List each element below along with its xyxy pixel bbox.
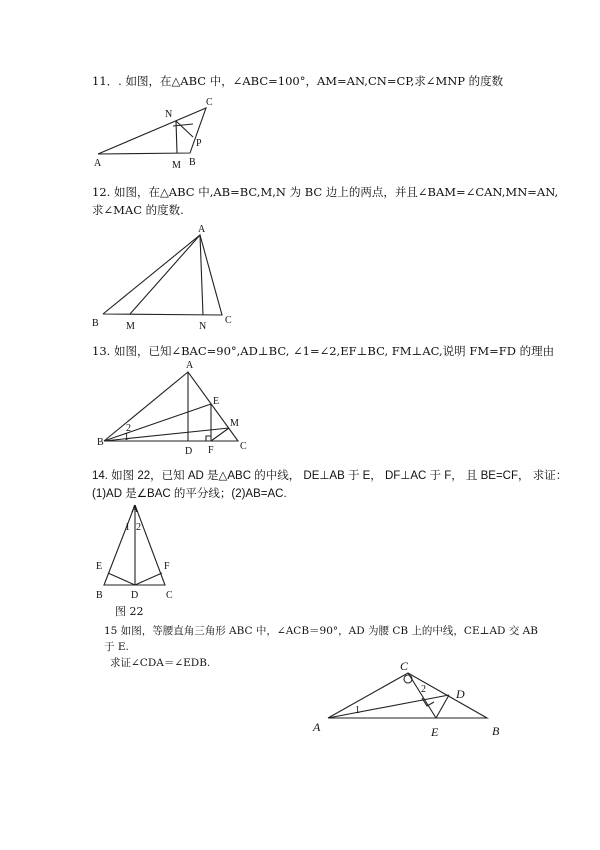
p11-label-n: N <box>165 109 173 120</box>
p12-label-n: N <box>199 321 207 332</box>
p13-label-c: C <box>240 441 247 452</box>
problem-14-line2: (1)AD 是∠BAC 的平分线；(2)AB=AC. <box>92 488 287 500</box>
segment-ed <box>436 695 449 718</box>
problem-11-text: 11．. 如图，在△ABC 中，∠ABC=100°，AM=AN,CN=CP,求∠MNP 的度数 <box>92 74 504 88</box>
p15-label-1: 1 <box>355 705 360 716</box>
p14-label-d: D <box>131 590 139 601</box>
problem-12-line2: 求∠MAC 的度数. <box>92 203 184 217</box>
p13-label-1: 1 <box>124 432 129 443</box>
p15-label-d: D <box>456 687 465 701</box>
p13-label-2: 2 <box>126 423 131 434</box>
p11-label-b: B <box>189 157 196 168</box>
p15-label-b: B <box>492 724 500 738</box>
p14-label-2: 2 <box>136 522 141 533</box>
p14-label-c: C <box>166 590 173 601</box>
p14-label-e: E <box>96 561 103 572</box>
p12-label-c: C <box>225 315 232 326</box>
p14-label-1: 1 <box>125 522 130 533</box>
problem-14-line1: 14. 如图 22，已知 AD 是△ABC 的中线， DE⊥AB 于 E， DF⊥AC 于 F， 且 BE=CF， 求证： <box>92 470 568 482</box>
p15-label-a: A <box>313 720 321 734</box>
problem-15-line3: 求证∠CDA＝∠EDB. <box>110 657 211 669</box>
p11-label-a: A <box>94 158 102 169</box>
p15-label-c: C <box>400 659 409 673</box>
p11-label-m: M <box>172 160 181 171</box>
p13-label-e: E <box>213 396 220 407</box>
problem-13-text: 13. 如图，已知∠BAC=90°,AD⊥BC, ∠1=∠2,EF⊥BC, FM⊥AC,说明 FM=FD 的理由 <box>92 344 555 358</box>
p11-label-p: P <box>196 138 202 149</box>
segment-ad <box>328 695 449 718</box>
p11-label-c: C <box>206 97 213 108</box>
p13-label-m: M <box>230 418 239 429</box>
p13-label-a: A <box>186 360 194 371</box>
p15-label-2: 2 <box>421 684 426 695</box>
p15-label-e: E <box>431 725 439 739</box>
problem-12-line1: 12. 如图，在△ABC 中,AB=BC,M,N 为 BC 边上的两点，并且∠BAM=∠CAN,MN=AN, <box>92 185 559 199</box>
p12-label-a: A <box>198 224 206 235</box>
p14-label-b: B <box>96 590 103 601</box>
p13-label-d: D <box>185 446 193 457</box>
problem-15-line1: 15 如图，等腰直角三角形 ABC 中，∠ACB＝90°，AD 为腰 CB 上的中线，CE⊥AD 交 AB <box>104 625 538 637</box>
angle-mark-c <box>404 675 412 683</box>
p12-label-m: M <box>126 321 135 332</box>
p12-label-b: B <box>92 318 99 329</box>
p14-label-a: A <box>131 504 139 515</box>
p13-label-f: F <box>208 445 214 456</box>
figure-22-caption: 图 22 <box>115 605 144 618</box>
p13-label-b: B <box>97 437 104 448</box>
p14-label-f: F <box>164 561 170 572</box>
problem-15-line2: 于 E. <box>104 641 129 653</box>
